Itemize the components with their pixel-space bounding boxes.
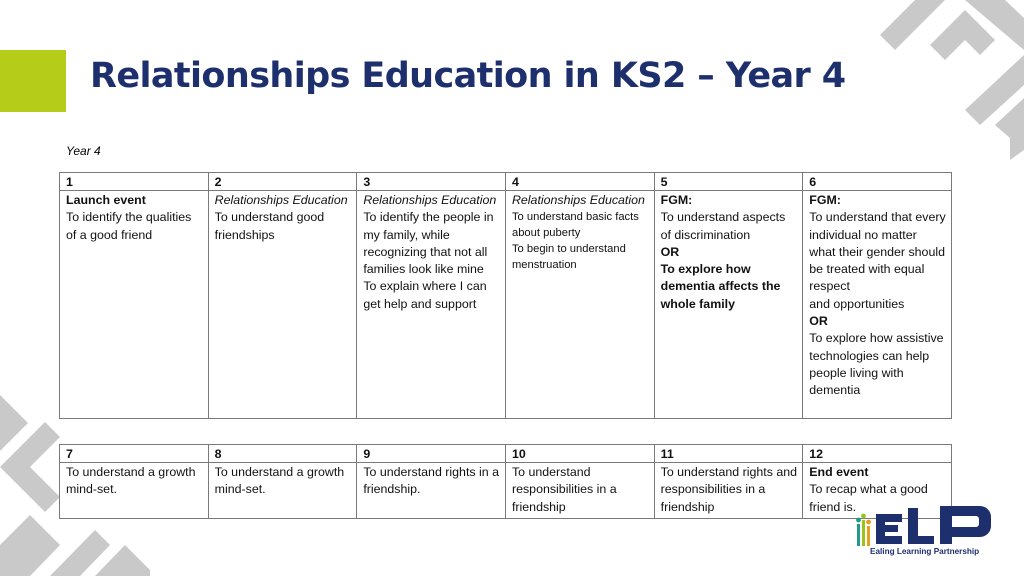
lesson-number: 10	[505, 445, 654, 463]
lessons-table-1-6	[59, 172, 952, 419]
lesson-heading: Relationships Education	[363, 193, 497, 207]
lesson-number: 9	[357, 445, 506, 463]
lesson-objective: To explain where I can get help and support	[363, 279, 487, 311]
lesson-heading: FGM:	[660, 193, 693, 207]
lessons-table-7-12	[59, 444, 952, 519]
lesson-cell-11	[654, 463, 803, 519]
lesson-objective: To understand a growth mind-set.	[66, 465, 196, 497]
lesson-content-row	[60, 463, 952, 519]
year-label: Year 4	[66, 144, 101, 158]
lesson-objective: To begin to understand menstruation	[511, 243, 626, 272]
lesson-objective: and opportunities	[809, 296, 905, 311]
lesson-objective: To explore how assistive technologies can help people living with dementia	[809, 331, 944, 398]
lesson-objective: To understand basic facts about puberty	[511, 211, 639, 240]
lesson-cell-3	[357, 191, 506, 419]
lesson-heading: FGM:	[809, 193, 841, 207]
lesson-objective: To understand a growth mind-set.	[214, 465, 345, 497]
lesson-objective: To understand rights and responsibilities in a friendship	[660, 465, 798, 514]
lesson-number: 11	[654, 445, 803, 463]
lesson-number: 3	[357, 173, 506, 191]
elp-logo	[852, 504, 1002, 560]
lesson-objective: To understand good friendships	[214, 210, 325, 242]
logo-name: Ealing Learning Partnership	[870, 547, 980, 556]
lesson-objective: To recap what a good friend is.	[809, 482, 928, 514]
slide-title: Relationships Education in KS2 – Year 4	[90, 56, 846, 96]
lesson-heading: Launch event	[66, 193, 146, 207]
or-label: OR	[809, 314, 828, 329]
lesson-heading: Relationships Education	[214, 193, 348, 207]
lesson-cell-9	[357, 463, 506, 519]
lesson-objective: To understand rights in a friendship.	[363, 465, 500, 497]
lesson-heading: Relationships Education	[511, 193, 645, 207]
lesson-objective: To identify the people in my family, while recognizing that not all families look like mine	[363, 210, 494, 277]
lesson-number: 12	[803, 445, 952, 463]
elp-logo-mark	[852, 504, 1002, 548]
lesson-objective: To understand responsibilities in a friendship	[511, 465, 617, 514]
lesson-number: 2	[208, 173, 357, 191]
lesson-number: 8	[208, 445, 357, 463]
lesson-cell-10	[505, 463, 654, 519]
decorative-shapes-top-right	[870, 0, 1024, 160]
lesson-number: 4	[505, 173, 654, 191]
lesson-number: 1	[60, 173, 209, 191]
lesson-cell-7	[60, 463, 209, 519]
lesson-objective: To understand aspects of discrimination	[660, 210, 786, 242]
lesson-objective: To explore how dementia affects the whole family	[660, 262, 781, 311]
lesson-number-row	[60, 173, 952, 191]
lesson-cell-8	[208, 463, 357, 519]
lesson-cell-4	[505, 191, 654, 419]
lesson-cell-6	[803, 191, 952, 419]
lesson-heading: End event	[809, 465, 869, 479]
lesson-cell-5	[654, 191, 803, 419]
lesson-cell-2	[208, 191, 357, 419]
lesson-number: 5	[654, 173, 803, 191]
lesson-number: 7	[60, 445, 209, 463]
lesson-number: 6	[803, 173, 952, 191]
lesson-objective: To identify the qualities of a good friend	[66, 210, 192, 242]
or-label: OR	[660, 244, 680, 259]
lesson-number-row	[60, 445, 952, 463]
lesson-cell-1	[60, 191, 209, 419]
lesson-content-row	[60, 191, 952, 419]
accent-square	[0, 50, 66, 112]
lesson-objective: To understand that every individual no matter what their gender should be treated with equal respect	[809, 210, 946, 294]
